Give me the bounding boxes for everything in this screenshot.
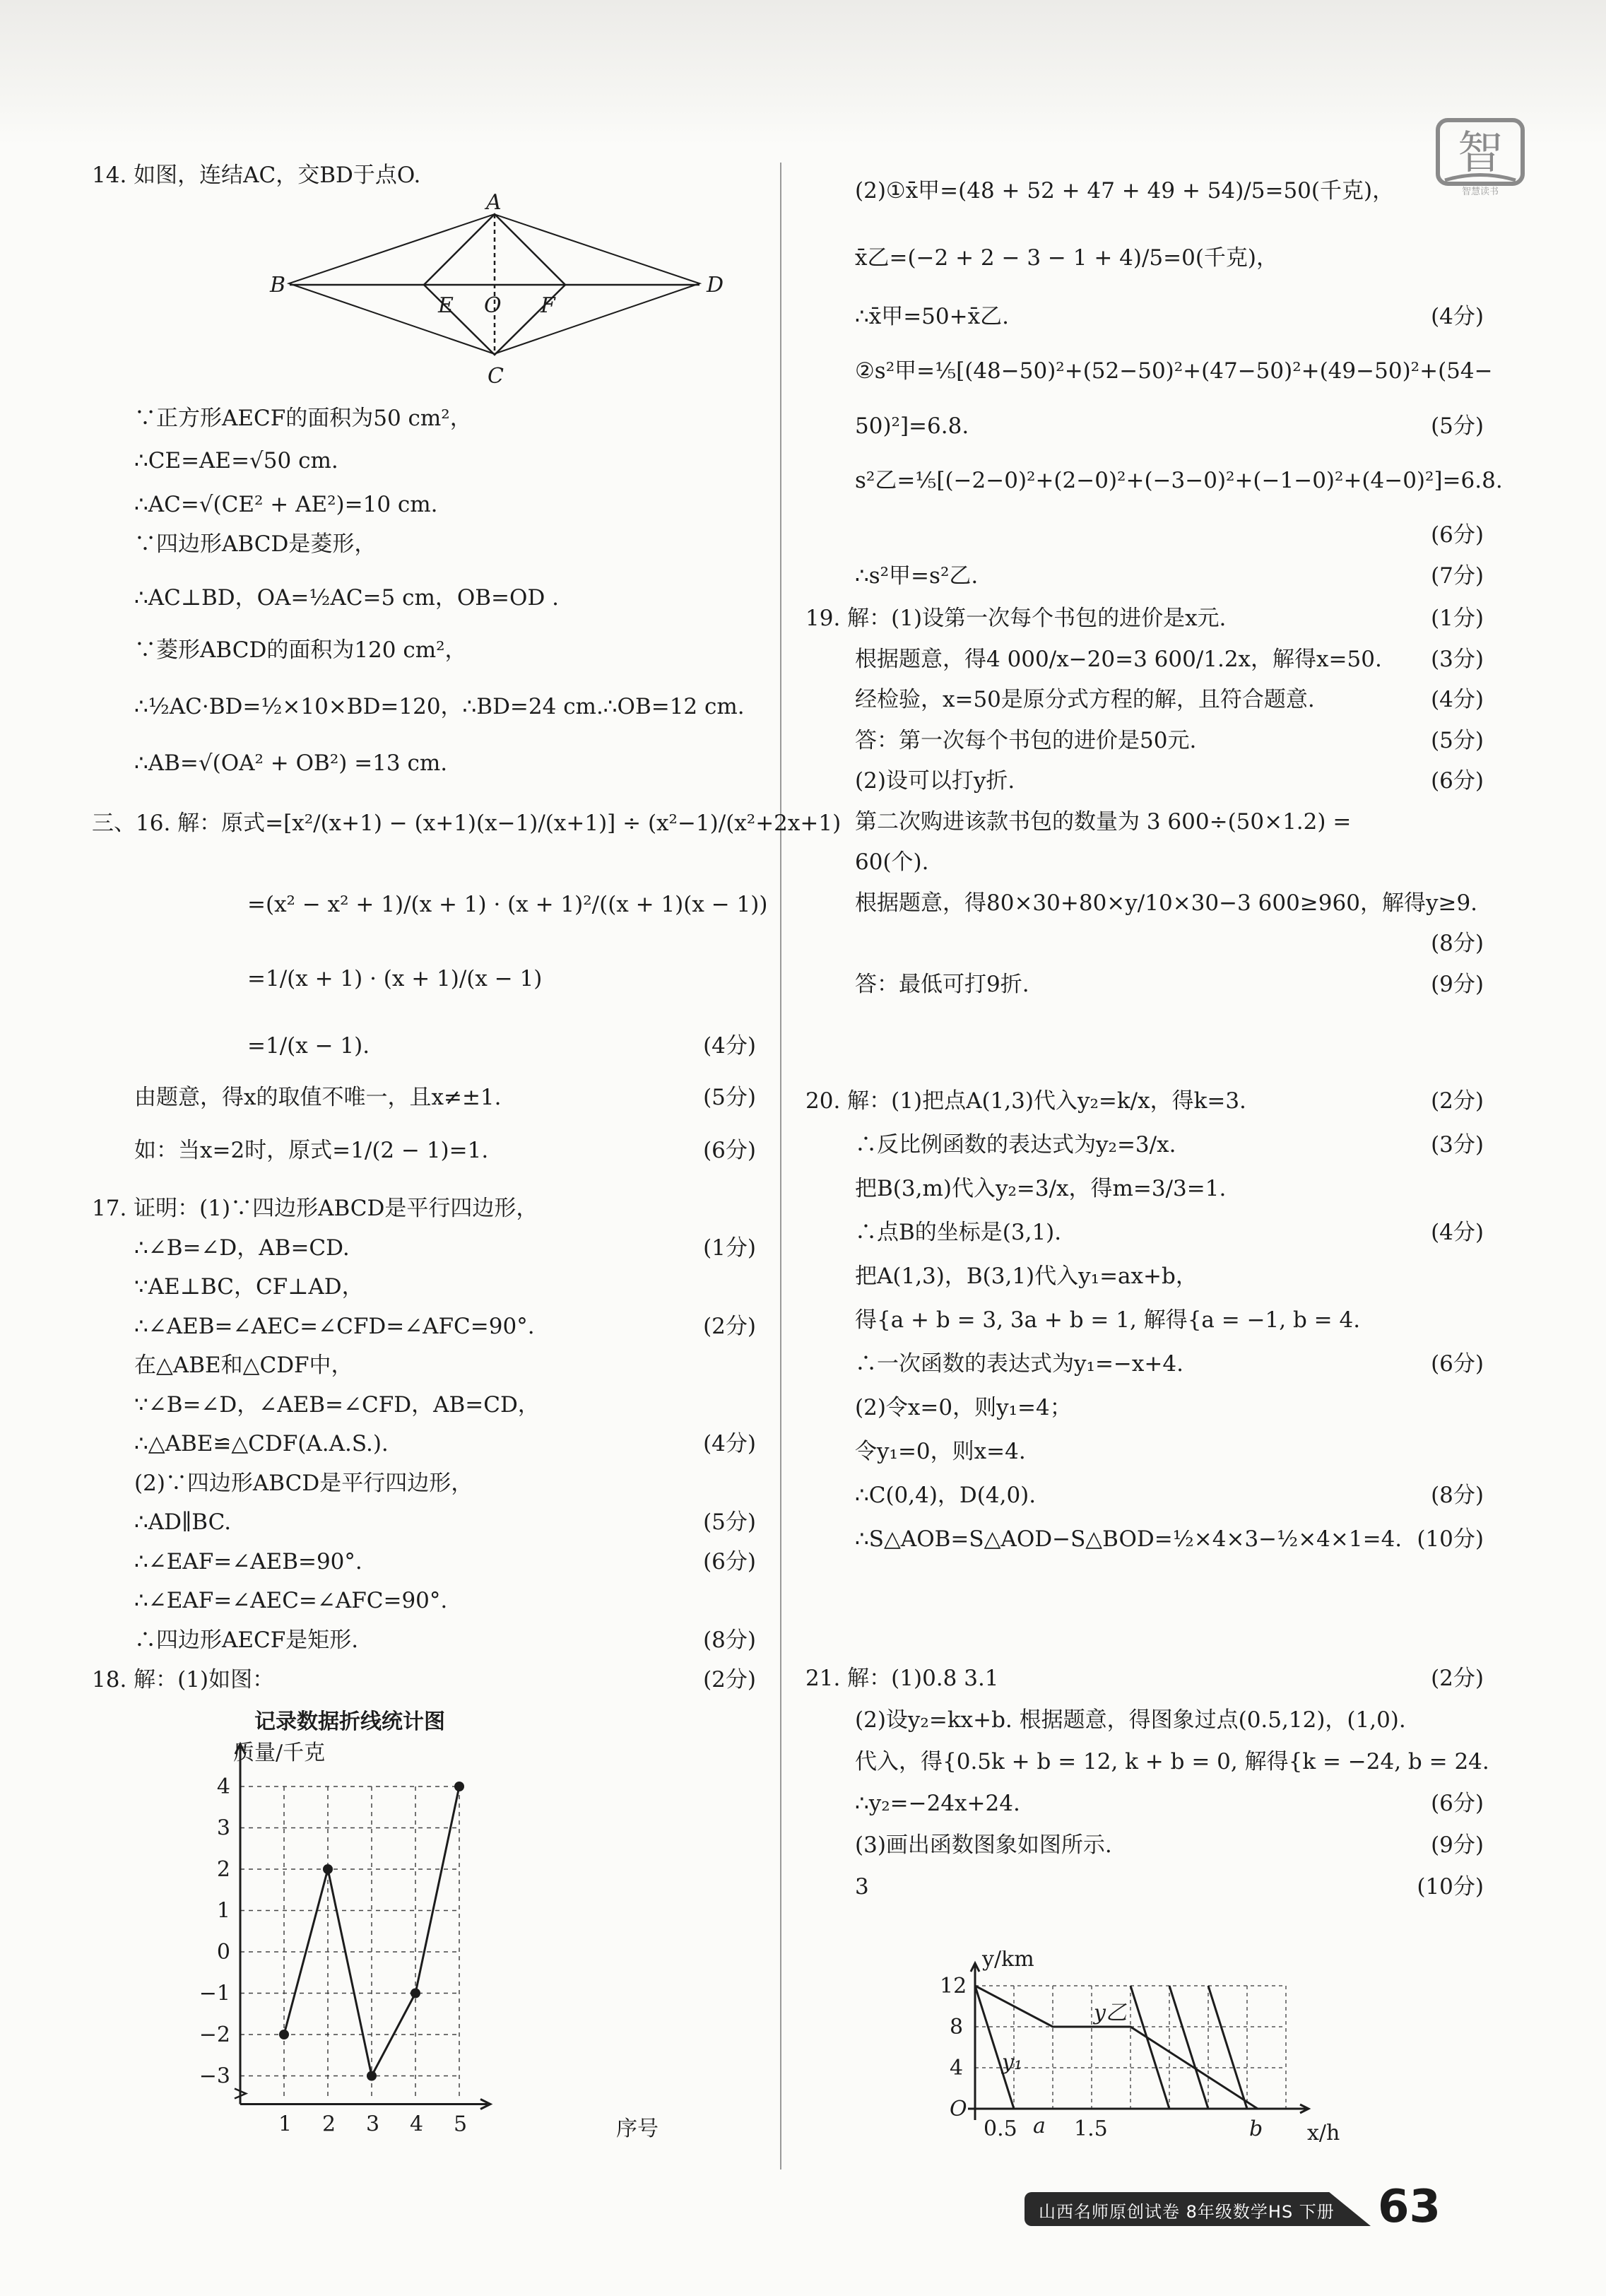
chart-title: 记录数据折线统计图 — [254, 1709, 445, 1734]
graph-xtick: 1.5 — [1074, 2117, 1108, 2141]
rhombus-figure — [268, 191, 728, 403]
x-tick-label: 4 — [410, 2112, 424, 2137]
label-e: E — [438, 293, 454, 318]
page-number: 63 — [1378, 2181, 1441, 2233]
data-point — [367, 2071, 377, 2081]
y-tick-label: −2 — [199, 2023, 230, 2047]
x-tick-label: 2 — [322, 2112, 336, 2137]
x-tick-label: 5 — [454, 2112, 468, 2137]
label-a: A — [486, 191, 502, 215]
data-point — [454, 1782, 464, 1791]
logo-caption: 智慧读书 — [1461, 187, 1499, 197]
graph-origin: O — [950, 2097, 967, 2121]
top-band — [0, 0, 1606, 145]
y-tick-label: 4 — [216, 1774, 230, 1799]
label-c: C — [488, 364, 504, 389]
graph-xtick: b — [1249, 2117, 1263, 2141]
y-tick-label: 2 — [216, 1857, 230, 1882]
page: 智 智慧读书 14. 如图，连结AC，交BD于点O. A B C D E O F ∵正方形AECF的面积为50 cm²， ∴CE=AE=√50 cm. ∴AC=√(CE² + AE²)=10 cm. ∵四边形ABCD是菱形， ∴AC⊥BD，OA=½AC=5 cm，OB=OD . ∵菱形ABCD的面积为120 cm²， ∴½AC·BD=½×10×BD=120，∴BD=24 cm.∴OB=12 cm. ∴AB=√(OA² + OB²) =13 cm. 三、16. 解：原式=[x²/(x+1) − (x+1)(x−1)/(x+1)] ÷ (x²−1)/(x²+2x+1) =(x² − x² + 1)/(x + 1) · (x + 1)²/((x + 1)(x − 1)) =1/(x + 1) · (x + 1)/(x − 1) =1/(x − 1). (4分) 由题意，得x的取值不唯一，且x≠±1. (5分) 如：当x=2时，原式=1/(2 − 1)=1. (6分) 17. 证明：(1)∵四边形ABCD是平行四边形， ∴∠B=∠D，AB=CD. (1分) ∵AE⊥BC，CF⊥AD， ∴∠AEB=∠AEC=∠CFD=∠AFC=90°. (2分) 在△ABE和△CDF中， ∵∠B=∠D，∠AEB=∠CFD，AB=CD， ∴△ABE≌△CDF(A.A.S.). (4分) (2)∵四边形ABCD是平行四边形， ∴AD∥BC. (5分) ∴∠EAF=∠AEB=90°. (6分) ∴∠EAF=∠AEC=∠AFC=90°. ∴四边形AECF是矩形. (8分) 18. 解：(1)如图： (2分) 记录数据折线统计图 质量/千克 序号 4 3 2 1 0 −1 −2 −3 1 2 3 4 5 (2)①x̄甲=(48 + 52 + 47 + 49 + 54)/5=50(千克)， x̄乙=(−2 + 2 − 3 − 1 + 4)/5=0(千克)， ∴x̄甲=50+x̄乙. (4分) ②s²甲=⅕[(48−50)²+(52−50)²+(47−50)²+(49−50)²+(54− 50)²]=6.8. (5分) s²乙=⅕[(−2−0)²+(2−0)²+(−3−0)²+(−1−0)²+(4−0)²]=6.8. (6分) ∴s²甲=s²乙. (7分) 19. 解：(1)设第一次每个书包的进价是x元. (1分) 根据题意，得4 000/x−20=3 600/1.2x，解得x=50. (3分) 经检验，x=50是原分式方程的解，且符合题意. (4分) 答：第一次每个书包的进价是50元. (5分) (2)设可以打y折. (6分) 第二次购进该款书包的数量为 3 600÷(50×1.2) = 60(个). 根据题意，得80×30+80×y/10×30−3 600≥960，解得y≥9. (8分) 答：最低可打9折. (9分) 20. 解：(1)把点A(1,3)代入y₂=k/x，得k=3. (2分) ∴反比例函数的表达式为y₂=3/x. (3分) 把B(3,m)代入y₂=3/x，得m=3/3=1. ∴点B的坐标是(3,1). (4分) 把A(1,3)，B(3,1)代入y₁=ax+b， 得{a + b = 3, 3a + b = 1, 解得{a = −1, b = 4. ∴一次函数的表达式为y₁=−x+4. (6分) (2)令x=0，则y₁=4； 令y₁=0，则x=4. ∴C(0,4)，D(4,0). (8分) ∴S△AOB=S△AOD−S△BOD=½×4×3−½×4×1=4. (10分) 21. 解：(1)0.8 3.1 (2分) (2)设y₂=kx+b. 根据题意，得图象过点(0.5,12)，(1,0). 代入，得{0.5k + b = 12, k + b = 0, 解得{k = −24, b = 24. ∴y₂=−24x+24. (6分) (3)画出函数图象如图所示. (9分) 3 (10分) y/km x/h 12 8 4 O 0.5 a 1.5 b y乙 y₁ 山西名师原创试卷 8年级数学HS 下册 63 — [0, 0, 1606, 2296]
book-logo-icon — [1424, 113, 1537, 198]
y-tick-label: −1 — [199, 1981, 230, 2006]
curve-label-y-yi: y乙 — [1094, 2001, 1127, 2025]
distance-time-graph — [940, 1950, 1420, 2162]
chart-ylabel: 质量/千克 — [233, 1741, 326, 1765]
data-point — [323, 1864, 333, 1874]
column-divider — [780, 163, 781, 2170]
data-point — [411, 1989, 420, 1998]
label-b: B — [270, 273, 286, 298]
label-o: O — [484, 293, 502, 318]
label-f: F — [541, 293, 555, 318]
graph-xlabel: x/h — [1307, 2121, 1340, 2145]
data-point — [279, 2030, 289, 2039]
footer — [1025, 2181, 1441, 2233]
label-d: D — [707, 273, 724, 298]
graph-ytick: 8 — [950, 2015, 964, 2039]
chart-axes — [235, 1744, 490, 2109]
x-tick-label: 3 — [366, 2112, 380, 2137]
graph-ylabel: y/km — [982, 1950, 1034, 1972]
y-tick-label: 0 — [216, 1940, 230, 1965]
y-tick-label: 1 — [216, 1898, 230, 1924]
graph-xtick: a — [1033, 2114, 1046, 2138]
publisher-logo — [1424, 113, 1537, 198]
x-tick-label: 1 — [278, 2112, 293, 2137]
y-tick-label: 3 — [216, 1815, 230, 1841]
y-tick-label: −3 — [199, 2064, 230, 2089]
graph-ytick: 4 — [950, 2056, 964, 2080]
chart-xlabel: 序号 — [616, 2117, 659, 2141]
curve-label-y1: y₁ — [1002, 2050, 1022, 2075]
footer-text: 山西名师原创试卷 8年级数学HS 下册 — [1039, 2202, 1335, 2222]
logo-char: 智 — [1458, 127, 1503, 179]
graph-ytick: 12 — [940, 1974, 967, 1998]
graph-xtick: 0.5 — [984, 2117, 1017, 2141]
line-chart — [184, 1703, 692, 2155]
